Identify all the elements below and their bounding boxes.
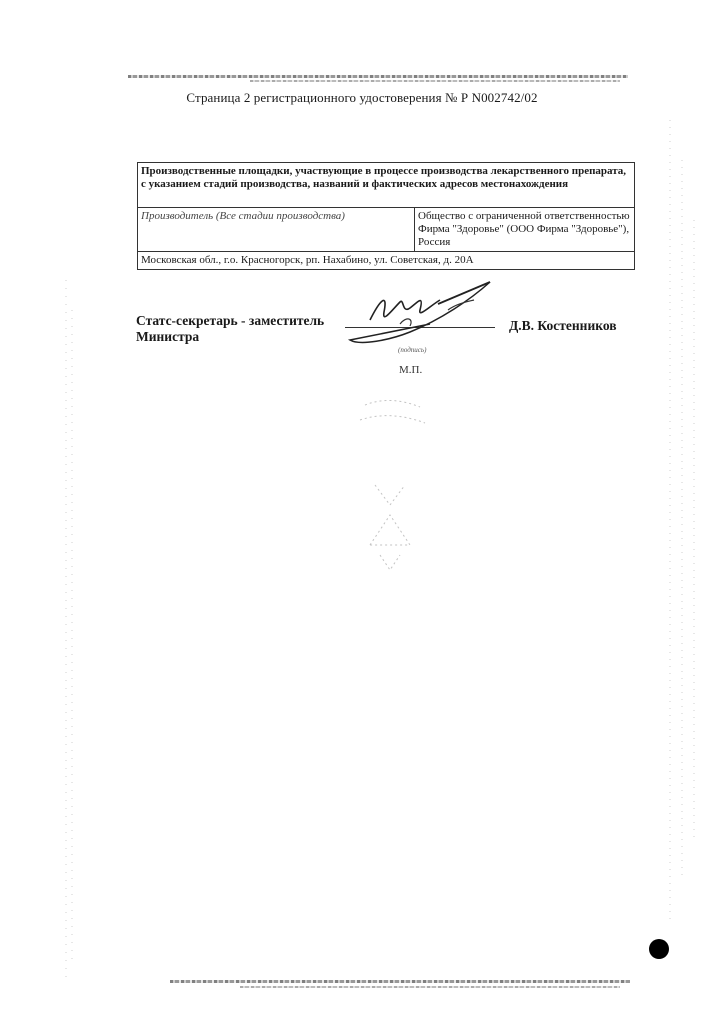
- bottom-scan-line-2: [240, 986, 620, 988]
- right-margin-noise: [660, 120, 710, 920]
- signer-name: Д.В. Костенников: [509, 318, 617, 333]
- signer-title: [136, 313, 324, 345]
- page-header: Страница 2 регистрационного удостоверения № Р N002742/02: [186, 90, 538, 105]
- bottom-scan-line: [170, 980, 630, 983]
- seal-mark: М.П.: [399, 364, 423, 376]
- manufacturing-sites-table: [137, 162, 635, 270]
- manufacturer-organization: Общество с ограниченной ответственностью Фирма "Здоровье" (ООО Фирма "Здоровье"), Россия: [415, 208, 635, 252]
- signer-title-line2: Министра: [136, 329, 200, 344]
- faded-stamp-icon: [345, 395, 435, 595]
- left-margin-noise: [60, 280, 80, 980]
- manufacturer-address: Московская обл., г.о. Красногорск, рп. Нахабино, ул. Советская, д. 20А: [138, 252, 635, 270]
- top-scan-line-2: [250, 80, 620, 82]
- handwritten-signature: [340, 280, 520, 360]
- signature-caption: (подпись): [398, 346, 427, 354]
- punch-hole-icon: [649, 939, 669, 959]
- manufacturer-role: Производитель (Все стадии производства): [138, 208, 415, 252]
- top-scan-line: [128, 75, 628, 78]
- table-heading: Производственные площадки, участвующие в процессе производства лекарственного препарата, с указанием стадий производства, названий и фактических адресов местонахождения: [138, 163, 635, 208]
- signer-title-line1: Статс-секретарь - заместитель: [136, 313, 325, 328]
